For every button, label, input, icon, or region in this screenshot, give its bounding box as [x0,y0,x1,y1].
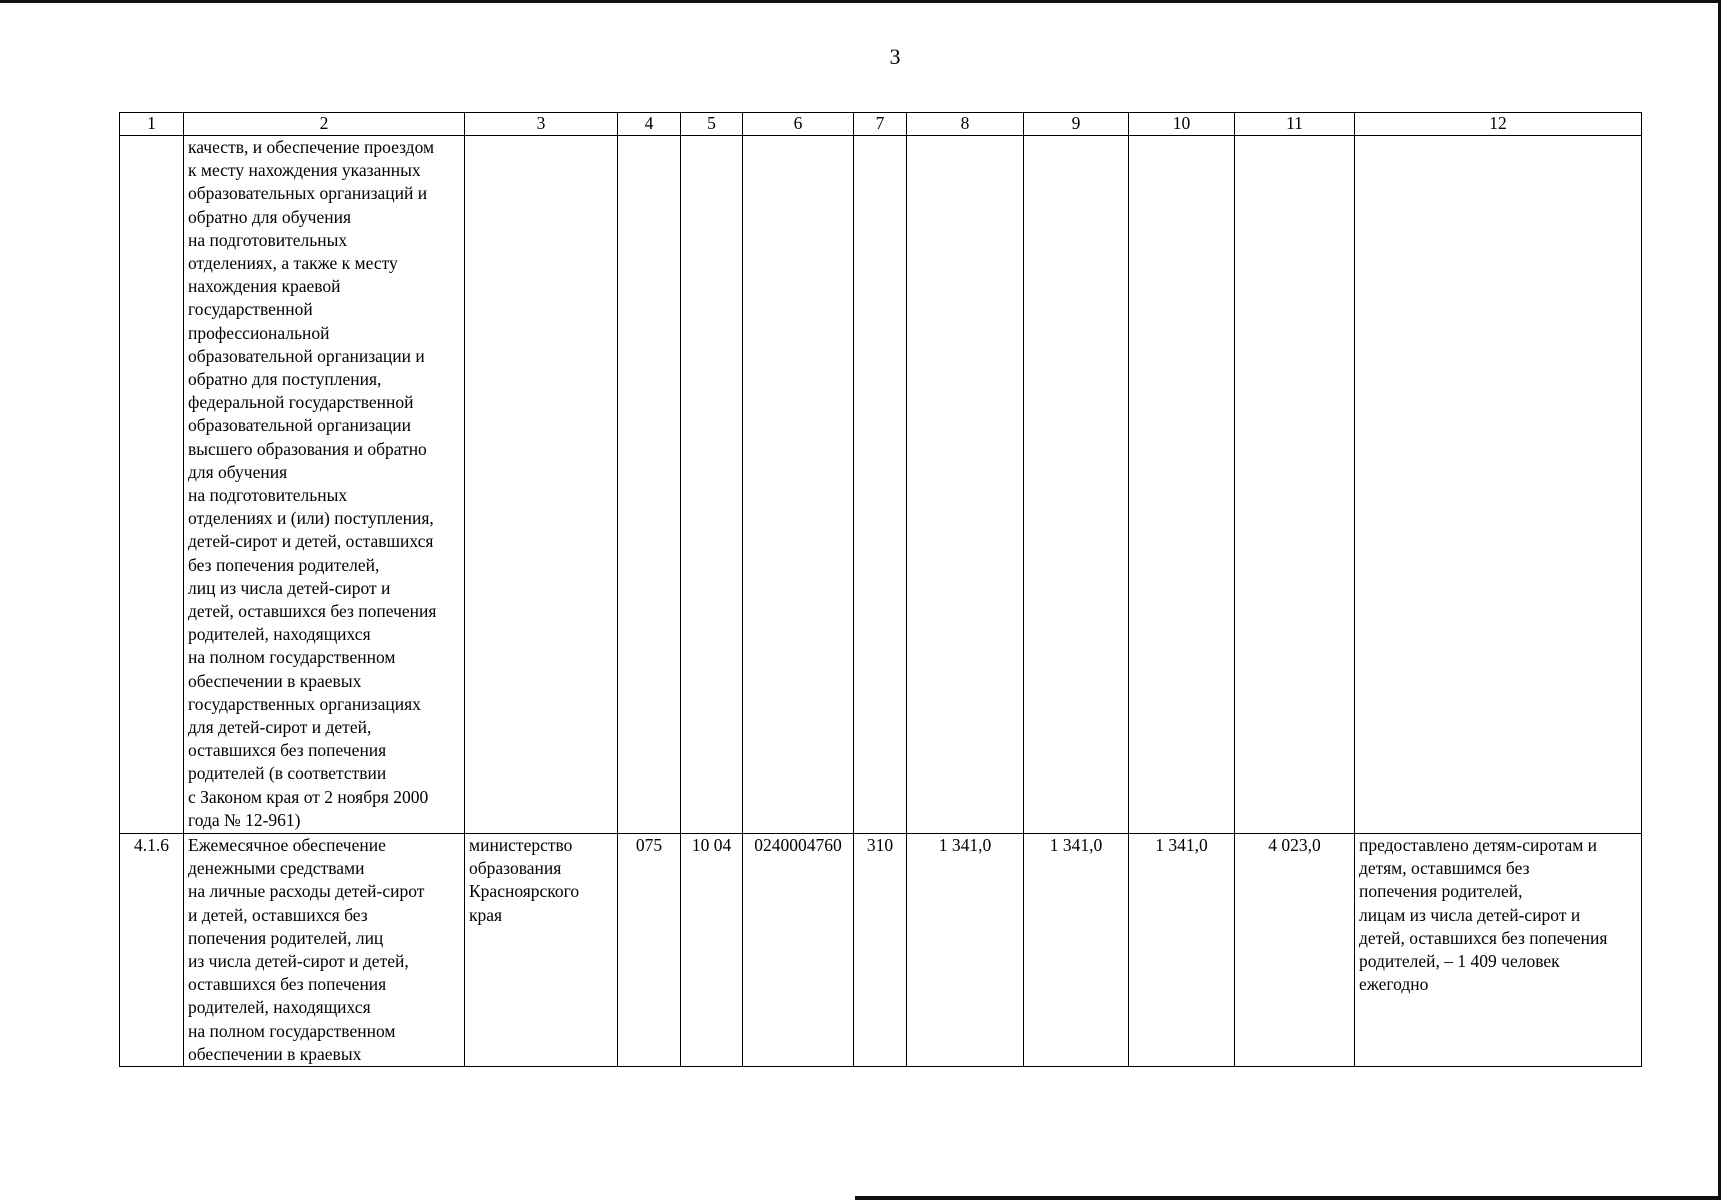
header-col-8: 8 [907,113,1024,136]
cell-col-5: 10 04 [681,834,743,1067]
cell-col-6: 0240004760 [743,834,854,1067]
page-border-bottom [855,1196,1721,1200]
cell-col-7 [854,136,907,834]
cell-col-5 [681,136,743,834]
cell-col-9 [1024,136,1129,834]
header-col-4: 4 [618,113,681,136]
header-col-10: 10 [1129,113,1235,136]
cell-description: Ежемесячное обеспечение денежными средствами на личные расходы детей-сирот и детей, оставшихся без попечения родителей, лиц из числа детей-сирот и детей, оставшихся без попечения родителей, находящихся на полном государственном обеспечении в краевых [184,834,465,1067]
header-col-12: 12 [1355,113,1642,136]
table-row-continuation [120,136,1642,834]
table-row-4-1-6 [120,834,1642,1067]
cell-col-11 [1235,136,1355,834]
header-col-1: 1 [120,113,184,136]
cell-responsible: министерство образования Красноярского края [465,834,618,1067]
cell-col-8 [907,136,1024,834]
header-col-7: 7 [854,113,907,136]
header-row [120,113,1642,136]
cell-col-10 [1129,136,1235,834]
cell-col-7: 310 [854,834,907,1067]
cell-responsible [465,136,618,834]
header-col-11: 11 [1235,113,1355,136]
cell-col-9: 1 341,0 [1024,834,1129,1067]
header-col-9: 9 [1024,113,1129,136]
page-border-top [0,0,1721,3]
header-col-2: 2 [184,113,465,136]
cell-col-11: 4 023,0 [1235,834,1355,1067]
cell-col-4: 075 [618,834,681,1067]
header-col-6: 6 [743,113,854,136]
header-col-3: 3 [465,113,618,136]
cell-item-number [120,136,184,834]
budget-table [119,112,1642,1067]
page-number: 3 [889,44,901,69]
cell-result: предоставлено детям-сиротам и детям, оставшимся без попечения родителей, лицам из числа детей-сирот и детей, оставшихся без попечения родителей, – 1 409 человек ежегодно [1355,834,1642,1067]
cell-col-4 [618,136,681,834]
cell-result [1355,136,1642,834]
header-col-5: 5 [681,113,743,136]
cell-col-10: 1 341,0 [1129,834,1235,1067]
cell-description: качеств, и обеспечение проездом к месту нахождения указанных образовательных организаций и обратно для обучения на подготовительных отделениях, а также к месту нахождения краевой государственной профессиональной образовательной организации и обратно для поступления, федеральной государственной образовательной организации высшего образования и обратно для обучения на подготовительных отделениях и (или) поступления, детей-сирот и детей, оставшихся без попечения родителей, лиц из числа детей-сирот и детей, оставшихся без попечения родителей, находящихся на полном государственном обеспечении в краевых государственных организациях для детей-сирот и детей, оставшихся без попечения родителей (в соответствии с Законом края от 2 ноября 2000 года № 12-961) [184,136,465,834]
cell-col-6 [743,136,854,834]
cell-col-8: 1 341,0 [907,834,1024,1067]
cell-item-number: 4.1.6 [120,834,184,1067]
